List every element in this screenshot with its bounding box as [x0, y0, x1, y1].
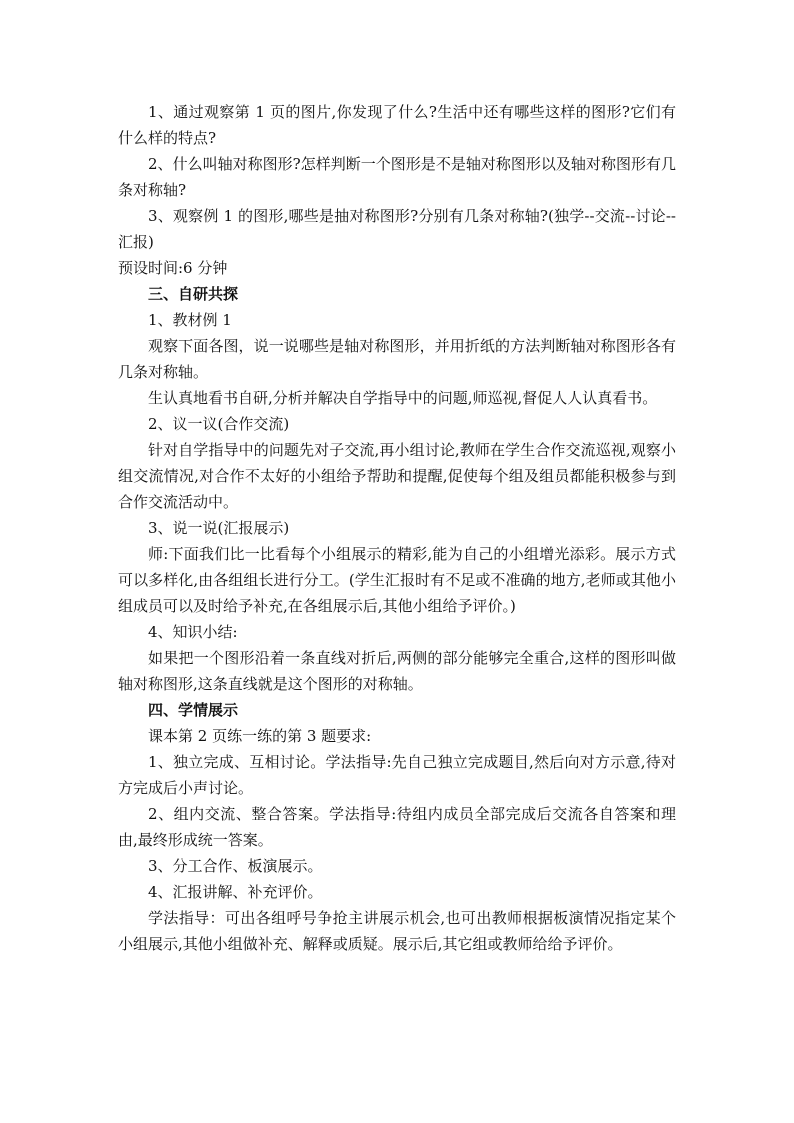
- step-3: 3、分工合作、板演展示。: [148, 857, 323, 875]
- subheading-report: 3、说一说(汇报展示): [148, 519, 290, 537]
- question-3: 3、观察例 1 的图形,哪些是抽对称图形?分别有几条对称轴?(独学--交流--讨论--汇报): [118, 207, 676, 251]
- preset-time: 预设时间:6 分钟: [118, 259, 228, 277]
- step-2: 2、组内交流、整合答案。学法指导:待组内成员全部完成后交流各自答案和理由,最终形成统一答案。: [118, 805, 676, 849]
- paragraph-discuss: 针对自学指导中的问题先对子交流,再小组讨论,教师在学生合作交流巡视,观察小组交流情况,对合作不太好的小组给予帮助和提醒,促使每个组及组员都能积极参与到合作交流活动中。: [118, 441, 676, 511]
- paragraph-method-guide: 学法指导：可出各组呼号争抢主讲展示机会,也可出教师根据板演情况指定某个小组展示,其他小组做补充、解释或质疑。展示后,其它组或教师给给予评价。: [118, 909, 676, 953]
- section-heading-4: 四、学情展示: [148, 701, 239, 719]
- question-1: 1、通过观察第 1 页的图片,你发现了什么?生活中还有哪些这样的图形?它们有什么样的特点?: [118, 103, 676, 147]
- question-2: 2、什么叫轴对称图形?怎样判断一个图形是不是轴对称图形以及轴对称图形有几条对称轴?: [118, 155, 676, 199]
- paragraph-report: 师:下面我们比一比看每个小组展示的精彩,能为自己的小组增光添彩。展示方式可以多样化,由各组组长进行分工。(学生汇报时有不足或不准确的地方,老师或其他小组成员可以及时给予补充,在各组展示后,其他小组给予评价。): [118, 545, 676, 615]
- subheading-discuss: 2、议一议(合作交流): [148, 415, 290, 433]
- paragraph-self-study: 生认真地看书自研,分析并解决自学指导中的问题,师巡视,督促人人认真看书。: [148, 389, 658, 407]
- paragraph-summary: 如果把一个图形沿着一条直线对折后,两侧的部分能够完全重合,这样的图形叫做轴对称图形,这条直线就是这个图形的对称轴。: [118, 649, 676, 693]
- step-4: 4、汇报讲解、补充评价。: [148, 883, 323, 901]
- paragraph-exercise: 课本第 2 页练一练的第 3 题要求:: [148, 727, 372, 745]
- subheading-summary: 4、知识小结:: [148, 623, 238, 641]
- step-1: 1、独立完成、互相讨论。学法指导:先自己独立完成题目,然后向对方示意,待对方完成后小声讨论。: [118, 753, 676, 797]
- subheading-example-1: 1、教材例 1: [148, 311, 232, 329]
- paragraph-observe: 观察下面各图，说一说哪些是轴对称图形，并用折纸的方法判断轴对称图形各有几条对称轴。: [118, 337, 676, 381]
- section-heading-3: 三、自研共探: [148, 285, 239, 303]
- document-body: [118, 99, 676, 957]
